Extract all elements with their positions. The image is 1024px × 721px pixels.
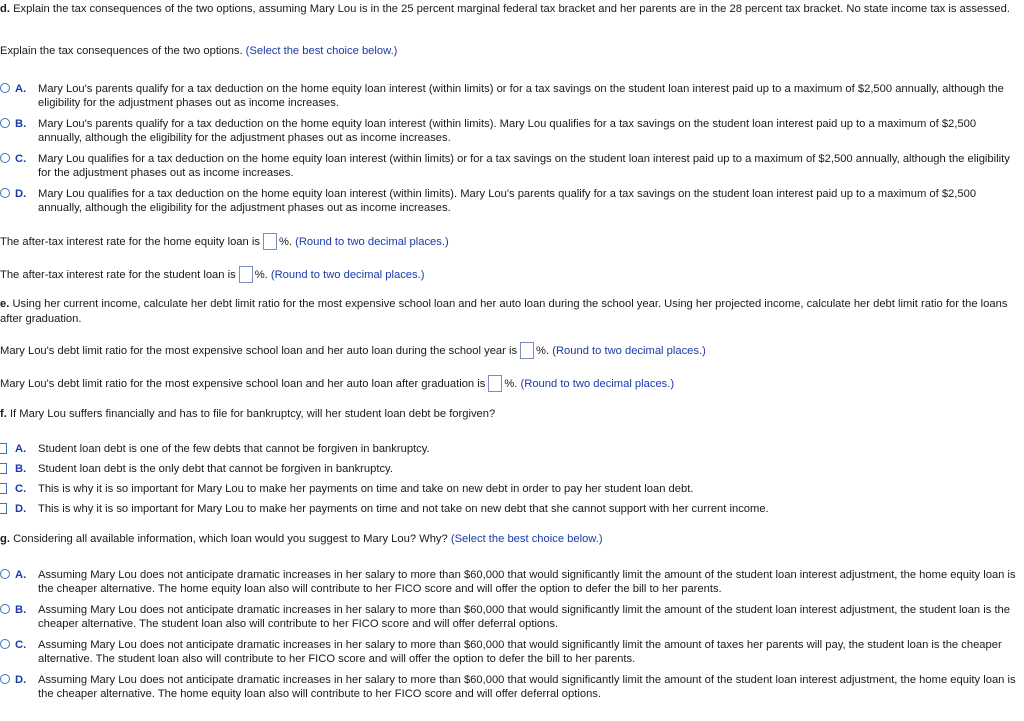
part-e-question-text: Using her current income, calculate her debt limit ratio for the most expensive school loan and her auto loan during the school year. Using her projected income, calculate her debt limit ratio for the loans after graduation. <box>0 298 1008 325</box>
option-text: Mary Lou's parents qualify for a tax deduction on the home equity loan interest (within limits). Mary Lou qualifies for a tax savings on the student loan interest paid up to a maximum of $2,500 annually, although the eligibility for the adjustment phases out as income increases. <box>38 118 977 144</box>
round-hint: (Round to two decimal places.) <box>552 345 706 357</box>
radio-icon[interactable] <box>0 639 10 649</box>
part-g-option-a[interactable] <box>0 569 1016 597</box>
student-loan-rate-input[interactable] <box>239 266 253 283</box>
school-year-ratio-input[interactable] <box>520 342 534 359</box>
radio-icon[interactable] <box>0 569 10 579</box>
school-year-label: Mary Lou's debt limit ratio for the most expensive school loan and her auto loan during the school year is <box>0 345 518 357</box>
part-g-question <box>0 532 1018 547</box>
option-text: Mary Lou qualifies for a tax deduction on the home equity loan interest (within limits). Mary Lou's parents qualify for a tax savings on the student loan interest paid up to a maximum of $2,500 annually, although the eligibility for the adjustment phases out as income increases. <box>38 188 977 214</box>
student-loan-rate-row <box>0 266 1018 283</box>
part-d-option-c[interactable] <box>0 153 1016 181</box>
radio-icon[interactable] <box>0 83 10 93</box>
percent-sign: %. <box>254 269 268 281</box>
school-year-ratio-row <box>0 342 1018 359</box>
part-g-option-b[interactable] <box>0 604 1016 632</box>
radio-icon[interactable] <box>0 118 10 128</box>
checkbox-icon[interactable] <box>0 443 7 454</box>
part-e-question <box>0 297 1018 326</box>
option-text: This is why it is so important for Mary Lou to make her payments on time and not take on new debt that she cannot support with her current income. <box>38 503 769 515</box>
part-f-option-a[interactable] <box>0 443 1016 457</box>
percent-sign: %. <box>536 345 550 357</box>
round-hint: (Round to two decimal places.) <box>520 378 675 390</box>
part-f-question-text: If Mary Lou suffers financially and has to file for bankruptcy, will her student loan debt be forgiven? <box>9 408 496 420</box>
option-letter: D. <box>15 674 27 686</box>
radio-icon[interactable] <box>0 188 10 198</box>
option-letter: C. <box>15 153 27 165</box>
after-grad-ratio-input[interactable] <box>488 375 502 392</box>
option-letter: D. <box>15 503 27 515</box>
part-d-option-d[interactable] <box>0 188 1016 216</box>
home-equity-label: The after-tax interest rate for the home equity loan is <box>0 236 260 248</box>
option-letter: B. <box>15 463 27 475</box>
option-letter: B. <box>15 118 27 130</box>
option-text: Student loan debt is one of the few debts that cannot be forgiven in bankruptcy. <box>38 443 430 455</box>
option-letter: D. <box>15 188 27 200</box>
option-text: Mary Lou's parents qualify for a tax deduction on the home equity loan interest (within limits) or for a tax savings on the student loan interest paid up to a maximum of $2,500 annually, although the eligibility for the adjustment phases out as income increases. <box>38 83 1004 109</box>
part-f-option-d[interactable] <box>0 503 1016 517</box>
radio-icon[interactable] <box>0 604 10 614</box>
option-letter: A. <box>15 569 27 581</box>
part-f-question <box>0 407 1018 422</box>
option-letter: C. <box>15 483 27 495</box>
option-text: Assuming Mary Lou does not anticipate dramatic increases in her salary to more than $60,000 that would significantly limit the amount of the student loan interest adjustment, the home equity loan is the cheaper alternative. The home equity loan also will contribute to her FICO score and will offer deferral options. <box>38 674 1016 700</box>
radio-icon[interactable] <box>0 153 10 163</box>
part-g-option-d[interactable] <box>0 674 1016 702</box>
part-g-question-text: Considering all available information, which loan would you suggest to Mary Lou? Why? <box>13 533 448 545</box>
option-text: Assuming Mary Lou does not anticipate dramatic increases in her salary to more than $60,000 that would significantly limit the amount of the student loan interest adjustment, the home equity loan is the cheaper alternative. The home equity loan also will contribute to her FICO score and will offer the option to defer the bill to her parents. <box>38 569 1016 595</box>
part-d-question <box>0 2 1018 17</box>
option-text: Assuming Mary Lou does not anticipate dramatic increases in her salary to more than $60,000 that would significantly limit the amount of the student loan interest adjustment, the student loan is the cheaper alternative. The student loan also will contribute to her FICO score and will offer deferral options. <box>38 604 1010 630</box>
part-g-option-c[interactable] <box>0 639 1016 667</box>
option-text: This is why it is so important for Mary Lou to make her payments on time and take on new debt in order to pay her student loan debt. <box>38 483 694 495</box>
option-letter: C. <box>15 639 27 651</box>
part-f-letter: f. <box>0 408 7 420</box>
part-g-letter: g. <box>0 533 10 545</box>
part-e-letter: e. <box>0 298 10 310</box>
after-grad-ratio-row <box>0 375 1018 392</box>
option-letter: A. <box>15 83 27 95</box>
part-d-prompt-text: Explain the tax consequences of the two options. <box>0 45 243 57</box>
round-hint: (Round to two decimal places.) <box>270 269 425 281</box>
option-text: Mary Lou qualifies for a tax deduction on the home equity loan interest (within limits) or for a tax savings on the student loan interest paid up to a maximum of $2,500 annually, although the eligibility for the adjustment phases out as income increases. <box>38 153 1010 179</box>
part-d-option-a[interactable] <box>0 83 1016 111</box>
after-grad-label: Mary Lou's debt limit ratio for the most expensive school loan and her auto loan after graduation is <box>0 378 486 390</box>
radio-icon[interactable] <box>0 674 10 684</box>
part-d-option-b[interactable] <box>0 118 1016 146</box>
option-letter: B. <box>15 604 27 616</box>
part-d-letter: d. <box>0 3 10 15</box>
part-d-prompt <box>0 44 1018 59</box>
checkbox-icon[interactable] <box>0 463 7 474</box>
home-equity-rate-row <box>0 233 1018 250</box>
option-text: Student loan debt is the only debt that cannot be forgiven in bankruptcy. <box>38 463 393 475</box>
checkbox-icon[interactable] <box>0 483 7 494</box>
part-d-hint: (Select the best choice below.) <box>245 45 398 57</box>
home-equity-rate-input[interactable] <box>263 233 277 250</box>
part-g-hint: (Select the best choice below.) <box>450 533 603 545</box>
part-f-option-c[interactable] <box>0 483 1016 497</box>
option-letter: A. <box>15 443 27 455</box>
student-loan-label: The after-tax interest rate for the student loan is <box>0 269 236 281</box>
part-d-question-text: Explain the tax consequences of the two options, assuming Mary Lou is in the 25 percent marginal federal tax bracket and her parents are in the 28 percent tax bracket. No state income tax is assessed. <box>13 3 1010 15</box>
part-f-option-b[interactable] <box>0 463 1016 477</box>
round-hint: (Round to two decimal places.) <box>295 236 449 248</box>
percent-sign: %. <box>504 378 518 390</box>
percent-sign: %. <box>278 236 292 248</box>
option-text: Assuming Mary Lou does not anticipate dramatic increases in her salary to more than $60,000 that would significantly limit the amount of taxes her parents will pay, the student loan is the cheaper alternative. The student loan also will contribute to her FICO score and will offer the option to defer the bill to her parents. <box>38 639 1002 665</box>
checkbox-icon[interactable] <box>0 503 7 514</box>
